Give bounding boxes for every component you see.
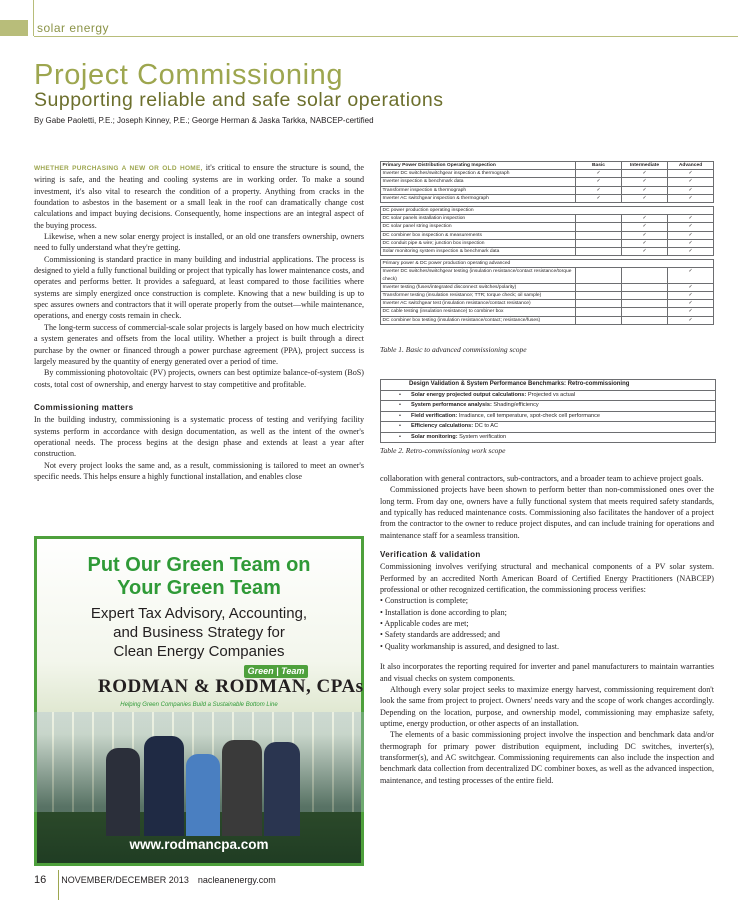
paragraph: Likewise, when a new solar energy project is installed, or an old one transfers ownership, owners need to fully understand what they're getting. bbox=[34, 232, 364, 253]
table-cell-intermediate: ✓ bbox=[622, 248, 668, 256]
table-cell-label: Transformer inspection & thermograph bbox=[381, 186, 576, 194]
table-row bbox=[381, 433, 715, 443]
table-cell-intermediate bbox=[622, 300, 668, 308]
table-cell-label: DC conduit pipe & wire; junction box inspection bbox=[381, 239, 576, 247]
table-cell-label: Inverter DC switches/switchgear testing (insulation resistance/contact resistance/torque check) bbox=[381, 268, 576, 283]
table-cell-intermediate: ✓ bbox=[622, 194, 668, 202]
table-cell-intermediate bbox=[622, 316, 668, 324]
table-cell-advanced: ✓ bbox=[668, 215, 714, 223]
table-row bbox=[381, 300, 714, 308]
table-cell-basic bbox=[576, 283, 622, 291]
bullet-icon: • bbox=[399, 433, 401, 440]
table-cell-advanced: ✓ bbox=[668, 283, 714, 291]
table-cell-advanced: ✓ bbox=[668, 316, 714, 324]
page-number: 16 bbox=[34, 874, 47, 886]
row-term: Field verification: bbox=[410, 412, 458, 419]
table-cell-advanced: ✓ bbox=[668, 178, 714, 186]
table-cell-basic bbox=[576, 231, 622, 239]
table-cell-advanced: ✓ bbox=[668, 194, 714, 202]
row-description: Irradiance, cell temperature, spot-check cell performance bbox=[457, 412, 600, 419]
table-cell-intermediate: ✓ bbox=[622, 223, 668, 231]
table-row bbox=[381, 239, 714, 247]
site-url[interactable]: nacleanenergy.com bbox=[197, 875, 276, 885]
table-group-title: DC power production operating inspection bbox=[381, 207, 714, 215]
table-cell-intermediate bbox=[622, 292, 668, 300]
table-row bbox=[381, 223, 714, 231]
person-figure bbox=[264, 742, 300, 836]
person-figure bbox=[144, 736, 184, 836]
verification-list bbox=[380, 595, 714, 652]
table-row bbox=[381, 268, 714, 283]
article-byline: By Gabe Paoletti, P.E.; Joseph Kinney, P.E.; George Herman & Jaska Tarkka, NABCEP-certified bbox=[34, 116, 374, 125]
table-cell-intermediate: ✓ bbox=[622, 186, 668, 194]
commissioning-scope-table bbox=[380, 161, 714, 325]
team-photo bbox=[34, 726, 364, 836]
table-cell-advanced: ✓ bbox=[668, 300, 714, 308]
advertisement[interactable] bbox=[34, 536, 364, 866]
table-cell-basic bbox=[576, 215, 622, 223]
paragraph: WHETHER PURCHASING A NEW OR OLD HOME, it's critical to ensure the structure is sound, the wiring is safe, and the heating and cooling systems are in working order. To make a sound investment, it's also vital to research the condition of a property. Anything from cracks in the foundation to asbestos in the basement or a small leak in the roof can dramatically change cost calculations and impact buying decisions. Consequently, home inspections are an integral aspect of the buying process. bbox=[34, 163, 364, 230]
table-cell-label: Inverter inspection & benchmark data bbox=[381, 178, 576, 186]
table-row bbox=[381, 308, 714, 316]
issue-date: NOVEMBER/DECEMBER 2013 bbox=[61, 875, 189, 885]
table-row bbox=[381, 401, 715, 412]
table-cell-advanced: ✓ bbox=[668, 186, 714, 194]
table-row bbox=[381, 283, 714, 291]
table-caption: Table 1. Basic to advanced commissioning scope bbox=[380, 345, 527, 354]
list-item: • Installation is done according to plan; bbox=[380, 607, 507, 617]
row-description: Projected vs actual bbox=[526, 391, 576, 398]
section-tab bbox=[0, 20, 28, 36]
table-header: Primary Power Distribution Operating Inspection bbox=[381, 162, 576, 170]
table-cell-basic: ✓ bbox=[576, 170, 622, 178]
page-footer bbox=[34, 874, 276, 886]
paragraph: Commissioning involves verifying structural and mechanical components of a PV solar system. Performed by an accredited North American Board of Certified Energy Practitioners (NABCEP) professional or other recognized certification, the commissioning process verifies: bbox=[380, 562, 714, 595]
table-header: Basic bbox=[576, 162, 622, 170]
table-cell-advanced: ✓ bbox=[668, 248, 714, 256]
row-description: DC to AC bbox=[473, 423, 499, 429]
ad-subheadline: Expert Tax Advisory, Accounting, and Business Strategy for Clean Energy Companies bbox=[90, 605, 308, 660]
table-cell-intermediate bbox=[622, 283, 668, 291]
ad-tagline: Helping Green Companies Build a Sustainable Bottom Line bbox=[120, 702, 278, 708]
article-subtitle: Supporting reliable and safe solar operations bbox=[34, 89, 444, 111]
table-cell-label: Transformer testing (insulation resistance; TTR; torque check; oil sample) bbox=[381, 292, 576, 300]
paragraph: Commissioning is standard practice in many building and industrial applications. The process is designed to yield a fully functional building or project that typically has lower maintenance costs, and operates and performs better. It provides a safeguard, at least compared to those facilities where systems are simply energized once construction is complete. Knowing that a new building is up to spec assures owners and contractors that it will operate properly from the outset—while maintenance, operations, and energy costs remain in check. bbox=[34, 254, 364, 321]
table-cell-label: DC solar panels installation inspection bbox=[381, 215, 576, 223]
table-row bbox=[381, 248, 714, 256]
table-cell-basic: ✓ bbox=[576, 194, 622, 202]
table-cell-basic: ✓ bbox=[576, 178, 622, 186]
row-description: System verification bbox=[457, 433, 507, 440]
table-cell-basic bbox=[576, 300, 622, 308]
table-row bbox=[381, 215, 714, 223]
row-term: Solar energy projected output calculations: bbox=[410, 391, 527, 398]
table-cell-intermediate bbox=[622, 308, 668, 316]
paragraph: It also incorporates the reporting required for inverter and panel manufacturers to maintain warranties and visual checks on system components. bbox=[380, 662, 714, 683]
table-row bbox=[381, 292, 714, 300]
bullet-icon: • bbox=[399, 412, 401, 419]
table-row bbox=[381, 391, 715, 402]
section-label: solar energy bbox=[37, 21, 110, 35]
table-row bbox=[381, 186, 714, 194]
table-cell-basic bbox=[576, 268, 622, 283]
right-column bbox=[380, 473, 714, 786]
list-item: • Construction is complete; bbox=[380, 596, 469, 606]
section-rule bbox=[34, 36, 738, 37]
bullet-icon: • bbox=[399, 391, 401, 398]
table-row bbox=[381, 316, 714, 324]
subheading: Commissioning matters bbox=[34, 402, 134, 412]
person-figure bbox=[222, 740, 262, 836]
row-term: Efficiency calculations: bbox=[410, 423, 474, 429]
table-cell-label: Inverter AC switchgear inspection & thermograph bbox=[381, 194, 576, 202]
left-column bbox=[34, 162, 364, 482]
firm-logo: RODMAN & RODMAN, CPAs bbox=[98, 676, 364, 697]
paragraph: Not every project looks the same and, as a result, commissioning is tailored to meet an owner's specific needs. This helps ensure a highly functional installation, and enables close bbox=[34, 460, 364, 481]
table-group-title: Primary power & DC power production operating advanced bbox=[381, 260, 714, 268]
table-cell-label: Inverter AC switchgear test (insulation resistance/contact resistance) bbox=[381, 300, 576, 308]
table-cell-basic: ✓ bbox=[576, 186, 622, 194]
bullet-icon: • bbox=[399, 402, 401, 408]
table-cell-intermediate: ✓ bbox=[622, 170, 668, 178]
table-row bbox=[381, 194, 714, 202]
table-row bbox=[381, 231, 714, 239]
paragraph: Commissioned projects have been shown to perform better than non-commissioned ones over the long term. From day one, owners have a fully functional system that meets required safety standards, and typically has reduced maintenance costs. Commissioning also facilitates the handover of a project from the contractor to the owner to reduce project disputes, and can include training for operations and maintenance staff for a seamless transition. bbox=[380, 485, 714, 540]
table-cell-label: Solar monitoring system inspection & benchmark data bbox=[381, 248, 576, 256]
table-header: Design Validation & System Performance Benchmarks: Retro-commissioning bbox=[381, 380, 715, 391]
table-cell-label: Inverter DC switches/switchgear inspection & thermograph bbox=[381, 170, 576, 178]
table-cell-advanced: ✓ bbox=[668, 223, 714, 231]
table-cell-advanced: ✓ bbox=[668, 239, 714, 247]
paragraph: By commissioning photovoltaic (PV) projects, owners can best optimize balance-of-system (BoS) costs, total cost of ownership, and energy harvest to stay competitive and profitable. bbox=[34, 368, 364, 389]
person-figure bbox=[106, 748, 140, 836]
table-cell-intermediate: ✓ bbox=[622, 215, 668, 223]
paragraph: Although every solar project seeks to maximize energy harvest, commissioning requirement don't look the same from project to project. Owners' needs vary and the scope of work changes accordingly. Depending on the location, purpose, and ownership model, commissioning may emphasize safety, uptime, energy production, or other aspects of an installation. bbox=[380, 684, 714, 728]
table-header: Intermediate bbox=[622, 162, 668, 170]
table-cell-intermediate: ✓ bbox=[622, 178, 668, 186]
table-cell-advanced: ✓ bbox=[668, 308, 714, 316]
table-header: Advanced bbox=[668, 162, 714, 170]
subheading: Verification & validation bbox=[380, 550, 481, 560]
table-row bbox=[381, 178, 714, 186]
table-cell-advanced: ✓ bbox=[668, 268, 714, 283]
article-title: Project Commissioning bbox=[34, 59, 344, 91]
table-cell-basic bbox=[576, 239, 622, 247]
bullet-icon: • bbox=[399, 423, 401, 429]
ad-url-link[interactable]: www.rodmancpa.com bbox=[129, 837, 269, 852]
table-cell-label: DC combiner box inspection & measurements bbox=[381, 231, 576, 239]
person-figure bbox=[186, 754, 220, 836]
paragraph: The long-term success of commercial-scale solar projects is largely based on how much electricity a system generates and offsets from the local utility. Whether a project is built through a direct purchase by the owner or financed through a power purchase agreement (PPA), project success is largely measured by the quantity of energy generated over a period of time. bbox=[34, 322, 364, 366]
table-cell-basic bbox=[576, 248, 622, 256]
list-item: • Applicable codes are met; bbox=[380, 619, 469, 629]
table-cell-basic bbox=[576, 223, 622, 231]
table-cell-intermediate: ✓ bbox=[622, 231, 668, 239]
paragraph: The elements of a basic commissioning project involve the inspection and benchmark data and/or thermograph for primary power distribution equipment, including DC switches, inverter(s), transformer(s), and AC switchgear. Commissioning requirements can also include the inspection and benchmark data collection from decentralized DC combiner boxes, as well as the advanced inspection, maintenance, and testing processes of the entire field. bbox=[380, 730, 714, 785]
lead-in: WHETHER PURCHASING A NEW OR OLD HOME, bbox=[34, 165, 203, 172]
table-cell-basic bbox=[576, 308, 622, 316]
section-vertical-rule bbox=[33, 0, 34, 36]
table-cell-advanced: ✓ bbox=[668, 231, 714, 239]
table-caption: Table 2. Retro-commissioning work scope bbox=[380, 446, 506, 455]
table-cell-basic bbox=[576, 316, 622, 324]
row-term: System performance analysis: bbox=[410, 402, 492, 408]
table-cell-label: DC cable testing (insulation resistance) to combiner box bbox=[381, 308, 576, 316]
table-cell-label: Inverter testing (fuses/integrated disconnect switches/polarity) bbox=[381, 283, 576, 291]
paragraph: In the building industry, commissioning is a systematic process of testing and verifying facility systems perform in accordance with design documentation, as well as the intent of the owner's operational needs. The process begins at the design phase and extends at least a year after construction. bbox=[34, 415, 364, 459]
table-cell-label: DC solar panel string inspection bbox=[381, 223, 576, 231]
ad-headline: Put Our Green Team on Your Green Team bbox=[87, 554, 311, 599]
table-cell-advanced: ✓ bbox=[668, 170, 714, 178]
retro-commissioning-table bbox=[380, 379, 716, 443]
table-cell-intermediate bbox=[622, 268, 668, 283]
table-row bbox=[381, 422, 715, 433]
table-cell-advanced: ✓ bbox=[668, 292, 714, 300]
paragraph: collaboration with general contractors, sub-contractors, and a broader team to achieve project goals. bbox=[380, 474, 704, 483]
table-cell-basic bbox=[576, 292, 622, 300]
list-item: • Quality workmanship is assured, and designed to last. bbox=[380, 641, 560, 651]
table-row bbox=[381, 170, 714, 178]
list-item: • Safety standards are addressed; and bbox=[380, 630, 500, 640]
table-cell-label: DC combiner box testing (insulation resistance/contact; resistance/fuses) bbox=[381, 316, 576, 324]
table-cell-intermediate: ✓ bbox=[622, 239, 668, 247]
row-description: Shading/efficiency bbox=[491, 402, 539, 408]
row-term: Solar monitoring: bbox=[410, 433, 458, 440]
green-team-badge: Green | Team bbox=[244, 665, 308, 678]
table-row bbox=[381, 412, 715, 423]
